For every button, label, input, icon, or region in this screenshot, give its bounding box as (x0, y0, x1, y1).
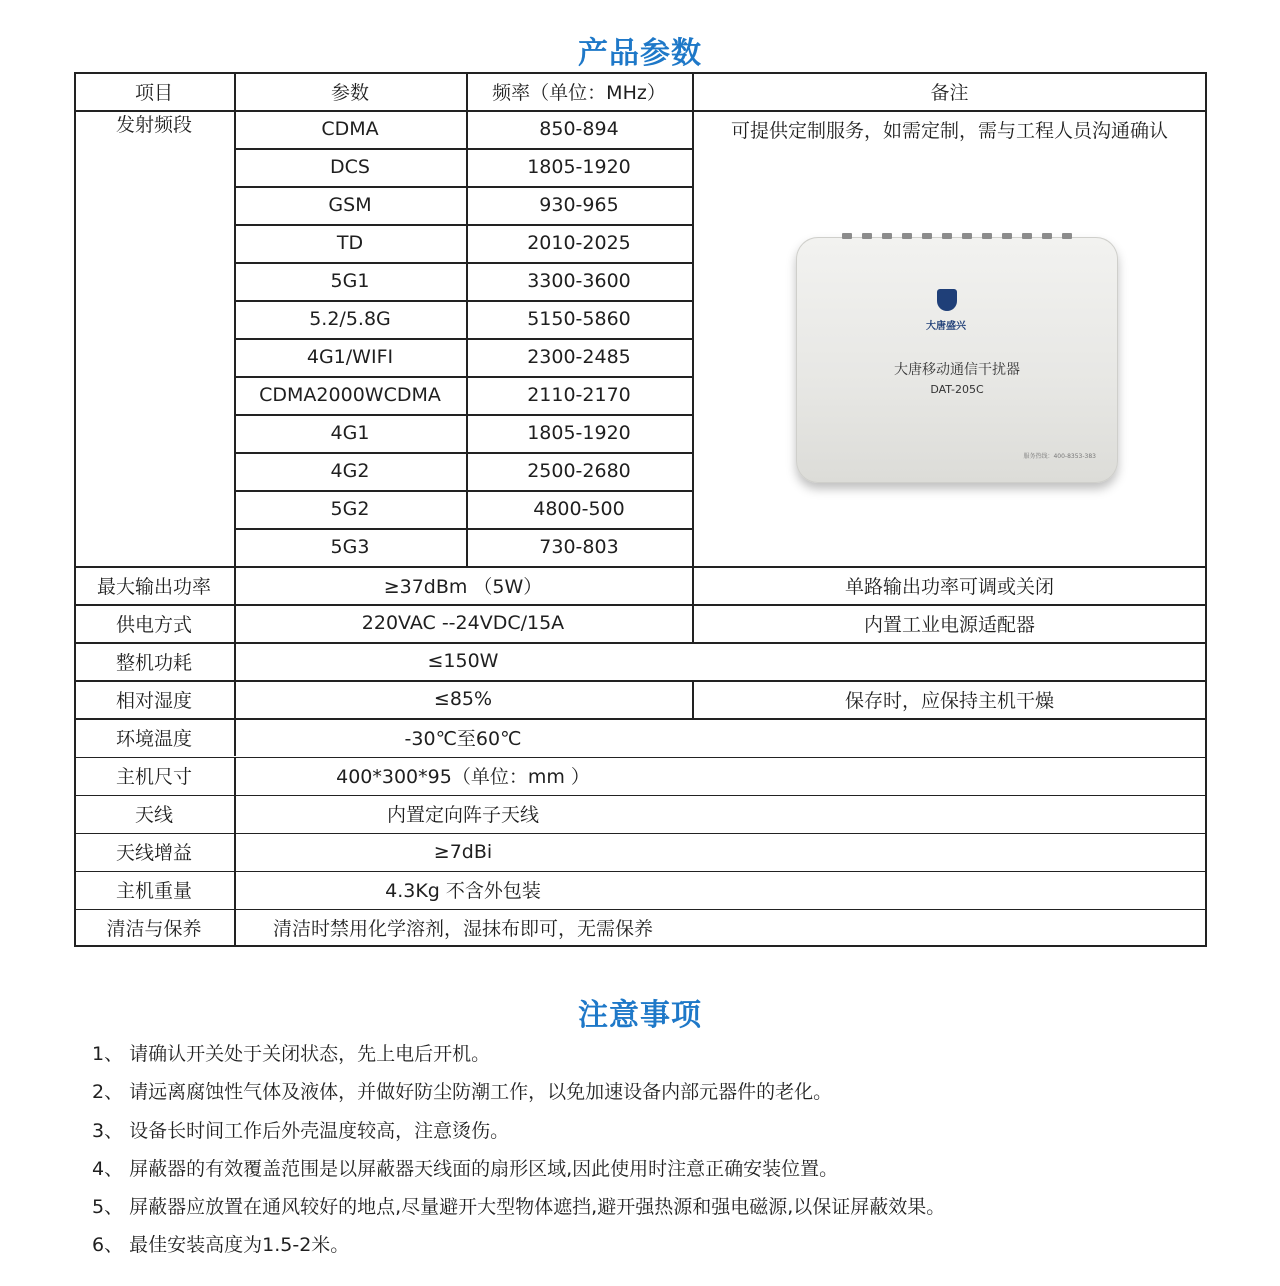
note-item: 5、 屏蔽器应放置在通风较好的地点,尽量避开大型物体遮挡,避开强热源和强电磁源,以保证屏蔽效果。 (92, 1196, 946, 1219)
spec-value: -30℃至60℃ (404, 727, 522, 750)
band-group-label: 发射频段 (115, 114, 192, 136)
note-item: 4、 屏蔽器的有效覆盖范围是以屏蔽器天线面的扇形区域,因此使用时注意正确安装位置。 (92, 1157, 839, 1180)
band-param-cell: 5G2 (330, 498, 370, 520)
spec-label: 天线 (134, 804, 173, 827)
band-param-cell: TD (336, 232, 364, 254)
col-divider (234, 72, 236, 110)
band-freq-cell: 4800-500 (533, 498, 625, 520)
header-item: 项目 (134, 81, 173, 104)
notes-title: 注意事项 (578, 998, 702, 1033)
spec-label: 天线增益 (115, 842, 192, 865)
note-item: 3、 设备长时间工作后外壳温度较高，注意烫伤。 (92, 1119, 510, 1142)
spec-value: ≥37dBm （5W） (383, 575, 543, 598)
product-photo (796, 237, 1118, 483)
spec-value: 4.3Kg 不含外包装 (385, 880, 541, 903)
band-param-cell: CDMA2000WCDMA (259, 384, 441, 406)
note-item: 1、 请确认开关处于关闭状态，先上电后开机。 (92, 1043, 491, 1065)
row-divider (234, 376, 692, 378)
row-divider (234, 452, 692, 454)
band-param-cell: GSM (328, 194, 372, 216)
spec-label: 主机重量 (115, 880, 192, 903)
header-param: 参数 (330, 81, 369, 104)
spec-label: 相对湿度 (115, 689, 192, 712)
row-divider (234, 262, 692, 264)
device-hotline: 服务热线：400-8353-383 (1023, 453, 1096, 460)
note-item: 2、 请远离腐蚀性气体及液体，并做好防尘防潮工作，以免加速设备内部元器件的老化。 (92, 1081, 833, 1104)
spec-value: 400*300*95（单位：mm ） (336, 766, 590, 789)
spec-remark: 单路输出功率可调或关闭 (844, 575, 1054, 598)
band-freq-cell: 730-803 (539, 536, 619, 558)
spec-table (74, 72, 1207, 947)
row-divider (234, 338, 692, 340)
row-divider (234, 224, 692, 226)
brand-logo-icon (937, 289, 957, 311)
band-param-cell: 4G1 (330, 422, 370, 444)
band-param-cell: 5G3 (330, 536, 370, 558)
col-divider (466, 72, 468, 110)
header-remark: 备注 (930, 81, 969, 104)
col-divider (466, 110, 468, 566)
spec-label: 主机尺寸 (115, 766, 192, 789)
band-param-cell: 5G1 (330, 270, 370, 292)
band-freq-cell: 850-894 (539, 118, 619, 140)
spec-value: ≥7dBi (433, 840, 493, 863)
band-freq-cell: 2010-2025 (527, 232, 631, 254)
device-brand: 大唐盛兴 (926, 321, 966, 332)
notes-list (92, 1040, 945, 1270)
band-param-cell: 4G1/WIFI (306, 346, 394, 368)
spec-remark: 保存时，应保持主机干燥 (844, 689, 1054, 712)
row-divider (234, 528, 692, 530)
device-name: 大唐移动通信干扰器 (894, 362, 1020, 378)
band-param-cell: DCS (330, 156, 370, 178)
spec-value: ≤85% (433, 688, 493, 711)
row-divider (234, 414, 692, 416)
spec-label: 供电方式 (115, 613, 192, 636)
band-param-cell: 4G2 (330, 460, 370, 482)
row-divider (234, 148, 692, 150)
spec-label: 清洁与保养 (106, 918, 202, 941)
col-divider (692, 72, 694, 110)
spec-value: 清洁时禁用化学溶剂，湿抹布即可，无需保养 (272, 918, 653, 941)
port-row (842, 233, 1072, 239)
row-divider (234, 186, 692, 188)
col-divider (234, 110, 236, 566)
spec-label: 整机功耗 (115, 651, 192, 674)
col-divider (692, 110, 694, 566)
device-model: DAT-205C (930, 383, 984, 396)
band-freq-cell: 5150-5860 (527, 308, 631, 330)
band-freq-cell: 1805-1920 (527, 156, 631, 178)
note-item: 6、 最佳安装高度为1.5-2米。 (92, 1234, 350, 1257)
band-freq-cell: 3300-3600 (527, 270, 631, 292)
page-title: 产品参数 (578, 36, 702, 71)
band-param-cell: 5.2/5.8G (309, 308, 391, 330)
band-freq-cell: 2500-2680 (527, 460, 631, 482)
band-freq-cell: 2110-2170 (527, 384, 631, 406)
band-freq-cell: 2300-2485 (527, 346, 631, 368)
band-group-remark: 可提供定制服务，如需定制，需与工程人员沟通确认 (730, 119, 1168, 142)
spec-value: 内置定向阵子天线 (386, 804, 539, 827)
band-freq-cell: 930-965 (539, 194, 619, 216)
header-frequency: 频率（单位：MHz） (492, 81, 666, 104)
row-divider (234, 490, 692, 492)
spec-label: 环境温度 (115, 727, 192, 750)
band-param-cell: CDMA (321, 118, 379, 140)
spec-value: ≤150W (427, 650, 499, 673)
row-divider (234, 300, 692, 302)
spec-label: 最大输出功率 (96, 575, 211, 598)
spec-value: 220VAC --24VDC/15A (361, 612, 565, 635)
spec-remark: 内置工业电源适配器 (863, 613, 1035, 636)
band-freq-cell: 1805-1920 (527, 422, 631, 444)
table-border-right (1205, 72, 1207, 947)
